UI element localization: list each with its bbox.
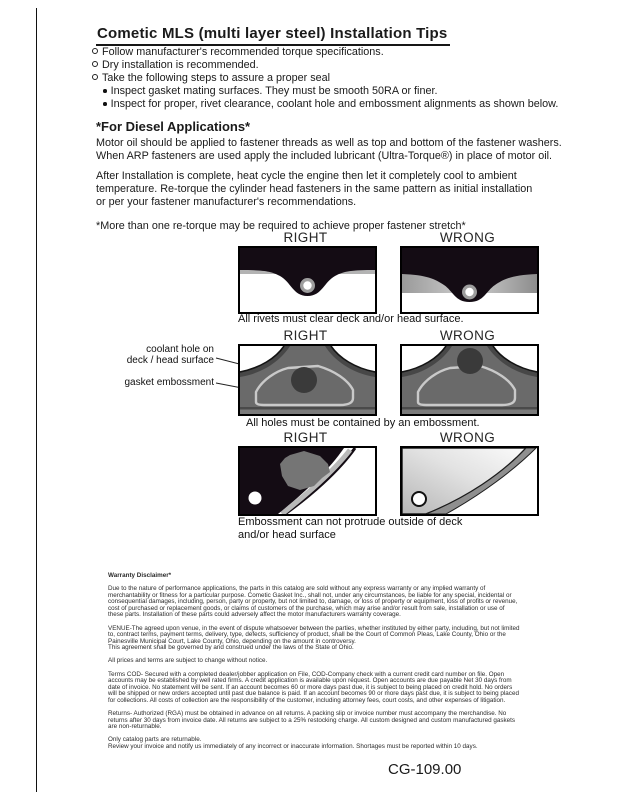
rivet-wrong-diagram: [402, 248, 537, 312]
warranty-paragraph-catalog: Only catalog parts are returnable.: [108, 736, 202, 744]
tips-sub-bullet-item: [103, 85, 558, 98]
bullet-text: Take the following steps to assure a proper seal: [102, 72, 331, 84]
label-line: coolant hole on: [146, 344, 214, 355]
embossment-right-diagram: [240, 448, 375, 514]
figure-embossment-right-label: RIGHT: [283, 430, 328, 445]
doc-number: CG-109.00: [388, 761, 462, 778]
paragraph-line: temperature. Re-torque the cylinder head fasteners in the same pattern as initial installation: [96, 183, 533, 196]
diesel-paragraph-2: [96, 170, 532, 210]
paragraph-line: After Installation is complete, heat cycle the engine then let it completely cool to ambient: [96, 170, 517, 182]
warranty-disclaimer: [108, 573, 520, 750]
warranty-paragraph-prices: All prices and terms are subject to change without notice.: [108, 657, 268, 665]
bullet-dot-icon: [103, 102, 107, 106]
figure-rivet-caption: All rivets must clear deck and/or head surface.: [238, 313, 464, 325]
bullet-dot-icon: [103, 89, 107, 93]
figure-coolant-right-panel: [238, 344, 377, 416]
paragraph-line: When ARP fasteners are used apply the included lubricant (Ultra-Torque®) in place of motor oil.: [96, 150, 553, 163]
label-line: deck / head surface: [126, 355, 214, 366]
figure-coolant-wrong-panel: [400, 344, 539, 416]
figure-rivet-right-label: RIGHT: [283, 230, 328, 245]
figure-coolant-caption: All holes must be contained by an embossment.: [246, 417, 480, 429]
coolant-wrong-diagram: [402, 346, 537, 414]
page-title: Cometic MLS (multi layer steel) Installation Tips: [96, 25, 450, 46]
bullet-circle-icon: [92, 61, 98, 67]
bullet-text: Dry installation is recommended.: [102, 59, 259, 71]
coolant-hole-label: [118, 344, 214, 366]
warranty-paragraph-review: Review your invoice and notify us immediately of any incorrect or inaccurate information. Shortages must be reported within 10 days.: [108, 742, 478, 750]
bullet-circle-icon: [92, 48, 98, 54]
figure-rivet-right-panel: [238, 246, 377, 314]
diesel-paragraph-1: [96, 137, 562, 163]
bullet-text: Follow manufacturer's recommended torque specifications.: [102, 46, 384, 58]
tips-bullet-item: [92, 59, 558, 72]
scan-edge-line: [36, 8, 37, 792]
caption-line: and/or head surface: [238, 528, 336, 541]
figure-embossment-right-panel: [238, 446, 377, 516]
figure-embossment-wrong-label: WRONG: [439, 430, 496, 445]
coolant-right-diagram: [240, 346, 375, 414]
figure-rivet-wrong-label: WRONG: [439, 230, 496, 245]
embossment-wrong-diagram: [402, 448, 537, 514]
warranty-paragraph-governing: This agreement shall be governed by and construed under the laws of the State of Ohio.: [108, 644, 354, 652]
rivet-right-diagram: [240, 248, 375, 312]
figure-coolant-right-label: RIGHT: [283, 328, 328, 343]
warranty-paragraph-liability: Due to the nature of performance applications, the parts in this catalog are sold without any express warranty or any implied warranty of merchantability or fitness for a particular purpose. Cometic Gasket Inc., shall not, under any circumstances, be liable for any special, incidental or consequential damages, including, person, party or property, but not limited to, damage, or loss of property or equipment, loss of profits or revenue, cost of purchased or replacement goods, or claims of customers of the purchase, which may arise and/or result from sale, installation or use of these parts. Installation of these parts could adversely affect the motor manufacturers warranty coverage.: [108, 585, 518, 619]
figure-rivet-wrong-panel: [400, 246, 539, 314]
warranty-paragraph-terms: Terms COD- Secured with a completed dealer/jobber application on File, COD-Company check with a current credit card number on file. Open accounts may be established by well rated firms. A credit application is available upon request. Open accounts are due payable Net 30 days from date of invoice. No statement will be sent. If an account becomes 60 or more days past due, it is subject to being placed on credit hold. No orders will be shipped or new orders accepted until past due balance is paid. If an account becomes 90 or more days past due, it is subject to being placed for collections. All costs of collection are the responsibility of the customer, including attorney fees, court costs, and other expenses of litigation.: [108, 670, 519, 704]
diesel-section-heading: *For Diesel Applications*: [96, 119, 251, 134]
bullet-text: Inspect for proper, rivet clearance, coolant hole and embossment alignments as shown below.: [110, 98, 559, 110]
warranty-paragraph-returns: Returns- Authorized (RGA) must be obtained in advance on all returns. A packing slip or invoice number must accompany the merchandise. No returns after 30 days from invoice date. All returns are subject to a 25% restocking charge. All custom designed and custom manufactured gaskets are non-returnable.: [108, 710, 516, 731]
tips-bullet-list: [92, 46, 558, 111]
figure-embossment-caption: [238, 516, 462, 541]
figure-embossment-wrong-panel: [400, 446, 539, 516]
warranty-paragraph-venue: VENUE-The agreed upon venue, in the event of dispute whatsoever between the parties, whether instituted by either party, including, but not limited to, contract terms, payment terms, delivery, type, defects, sufficiency of product, shall be the Court of Common Pleas, Lake County, Ohio or the Painesville Municipal Court, Lake County, Ohio, depending on the amount in controversy.: [108, 624, 520, 645]
warranty-heading: Warranty Disclaimer*: [108, 572, 172, 579]
bullet-circle-icon: [92, 74, 98, 80]
tips-bullet-item: [92, 72, 558, 85]
caption-line: Embossment can not protrude outside of deck: [238, 516, 463, 528]
gasket-embossment-label: gasket embossment: [124, 377, 214, 388]
tips-sub-bullet-item: [103, 98, 558, 111]
paragraph-line: or per your fastener manufacturer's recommendations.: [96, 196, 357, 209]
figure-coolant-wrong-label: WRONG: [439, 328, 496, 343]
tips-bullet-item: [92, 46, 558, 59]
bullet-text: Inspect gasket mating surfaces. They must be smooth 50RA or finer.: [110, 85, 438, 97]
paragraph-line: Motor oil should be applied to fastener threads as well as top and bottom of the fastener washers.: [96, 137, 562, 149]
diesel-note: *More than one re-torque may be required to achieve proper fastener stretch*: [96, 220, 466, 232]
